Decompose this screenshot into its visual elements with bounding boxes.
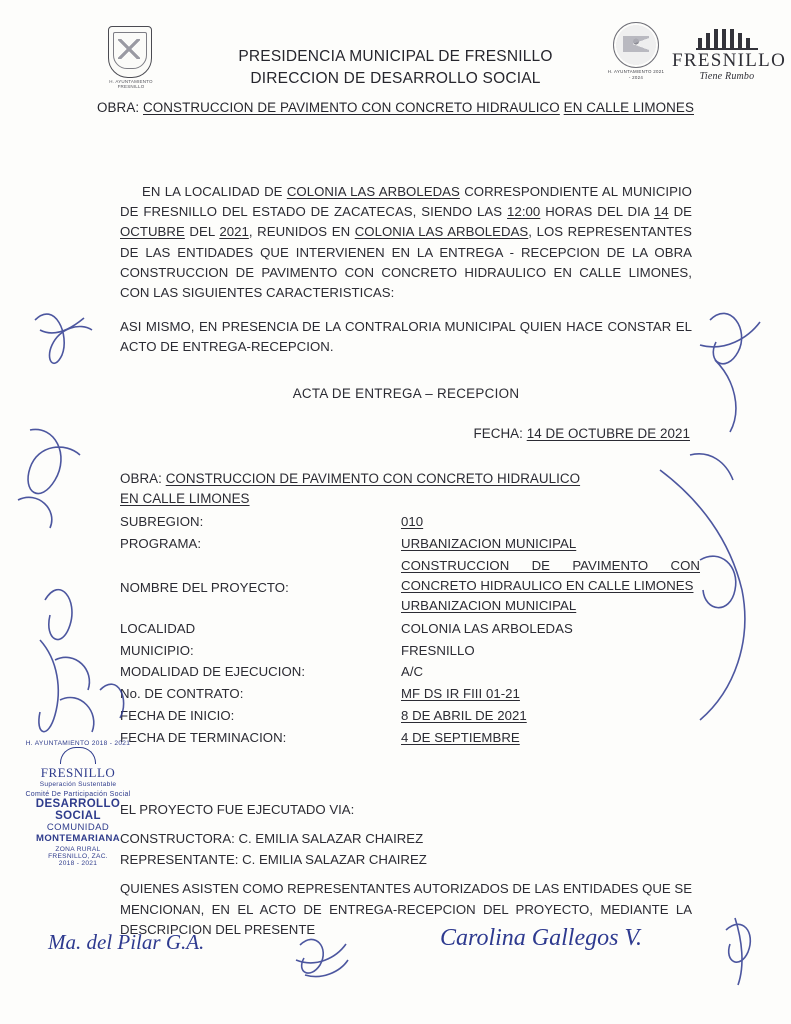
obra-label: OBRA: — [120, 470, 162, 486]
intro-text-f: , REUNIDOS EN — [248, 224, 351, 240]
intro-hora: 12:00 — [507, 204, 541, 220]
field-label-nombre-proyecto: NOMBRE DEL PROYECTO: — [120, 579, 289, 595]
field-label-modalidad: MODALIDAD DE EJECUCION: — [120, 664, 306, 680]
stamp-top-text: H. AYUNTAMIENTO 2018 - 2021 — [25, 740, 131, 747]
constructora-line: CONSTRUCTORA: C. EMILIA SALAZAR CHAIREZ — [120, 831, 424, 847]
obra-value-line2: EN CALLE LIMONES — [120, 491, 250, 507]
stamp-title: DESARROLLO SOCIAL — [35, 798, 121, 822]
stamp-line1: Comité De Participación Social — [25, 791, 131, 798]
municipal-crest-caption: H. AYUNTAMIENTO FRESNILLO — [109, 79, 153, 89]
acta-title: ACTA DE ENTREGA – RECEPCION — [292, 385, 520, 401]
field-label-fecha-terminacion: FECHA DE TERMINACION: — [120, 729, 287, 745]
intro-text-a: EN LA LOCALIDAD DE — [142, 184, 283, 199]
field-value-programa: URBANIZACION MUNICIPAL — [401, 535, 577, 551]
paragraph-contraloria: ASI MISMO, EN PRESENCIA DE LA CONTRALORIA MUNICIPAL QUIEN HACE CONSTAR EL ACTO DE ENTREGA-RECEPCION. — [120, 319, 692, 355]
signature-name-right: Carolina Gallegos V. — [440, 925, 643, 951]
field-value-municipio: FRESNILLO — [401, 642, 475, 658]
field-value-modalidad: A/C — [401, 664, 424, 680]
representante-line: REPRESENTANTE: C. EMILIA SALAZAR CHAIREZ — [120, 851, 427, 867]
fecha-value: 14 DE OCTUBRE DE 2021 — [526, 426, 690, 441]
intro-localidad: COLONIA LAS ARBOLEDAS — [286, 184, 460, 199]
field-label-localidad: LOCALIDAD — [120, 620, 196, 636]
intro-text-d: DE — [673, 204, 692, 220]
field-value-contrato: MF DS IR FIII 01-21 — [401, 686, 520, 702]
field-label-municipio: MUNICIPIO: — [120, 642, 194, 658]
intro-dia: 14 — [653, 204, 669, 220]
ejecutado-via-line: EL PROYECTO FUE EJECUTADO VIA: — [120, 802, 355, 817]
page-title-line2: DIRECCION DE DESARROLLO SOCIAL — [250, 70, 541, 88]
field-value-nombre-proyecto-extra: URBANIZACION MUNICIPAL — [401, 597, 577, 613]
intro-text-e: DEL — [189, 224, 215, 240]
intro-text-b: CORRESPONDIENTE AL MUNICIPIO DE FRESNILLO DEL ESTADO DE ZACATECAS, SIENDO LAS — [120, 184, 692, 220]
brand-tagline: Tiene Rumbo — [699, 71, 755, 82]
field-label-subregion: SUBREGION: — [120, 514, 204, 529]
stamp-line3: MONTEMARIANA — [36, 833, 120, 844]
page-title-line1: PRESIDENCIA MUNICIPAL DE FRESNILLO — [238, 48, 553, 65]
national-emblem-caption: H. AYUNTAMIENTO 2021 - 2024 — [607, 69, 665, 80]
field-label-contrato: No. DE CONTRATO: — [120, 686, 244, 702]
stamp-subname: Superación Sustentable — [39, 781, 117, 788]
stamp-line5: FRESNILLO, ZAC. — [48, 853, 108, 860]
header-obra-value-line1: CONSTRUCCION DE PAVIMENTO CON CONCRETO HIDRAULICO — [143, 99, 560, 115]
signature-name-left: Ma. del Pilar G.A. — [48, 930, 205, 954]
brand-name: FRESNILLO — [672, 50, 787, 71]
stamp-line2: COMUNIDAD — [46, 822, 110, 833]
closing-paragraph: QUIENES ASISTEN COMO REPRESENTANTES AUTORIZADOS DE LAS ENTIDADES QUE SE MENCIONAN, EN EL ACTO DE ENTREGA-RECEPCION DEL PROYECTO, MEDIANTE LA DESCRIPCION DEL PRESENTE — [120, 881, 692, 938]
intro-text-c: HORAS DEL DIA — [545, 204, 649, 220]
field-label-fecha-inicio: FECHA DE INICIO: — [120, 707, 235, 723]
fecha-label: FECHA: — [473, 426, 523, 441]
field-label-programa: PROGRAMA: — [120, 535, 202, 551]
obra-value-line1: CONSTRUCCION DE PAVIMENTO CON CONCRETO HIDRAULICO — [165, 470, 581, 486]
header-obra-label: OBRA: — [97, 99, 140, 115]
field-value-fecha-inicio: 8 DE ABRIL DE 2021 — [401, 707, 527, 723]
stamp-name: FRESNILLO — [40, 765, 116, 780]
intro-mes: OCTUBRE — [120, 224, 185, 240]
field-value-subregion: 010 — [401, 514, 424, 529]
stamp-line4: ZONA RURAL — [55, 846, 101, 853]
intro-text-g: , LOS REPRESENTANTES DE LAS ENTIDADES QUE INTERVIENEN EN LA ENTREGA - RECEPCION DE LA OBRA CONSTRUCCION DE PAVIMENTO CON CONCRETO HIDRAULICO EN CALLE LIMONES, CON LAS SIGUIENTES CARACTERISTICAS: — [120, 224, 692, 300]
header-obra-value-line2: EN CALLE LIMONES — [563, 99, 694, 115]
intro-anio: 2021 — [219, 224, 249, 240]
stamp-line6: 2018 - 2021 — [58, 860, 98, 867]
field-value-fecha-terminacion: 4 DE SEPTIEMBRE — [401, 729, 520, 745]
intro-lugar: COLONIA LAS ARBOLEDAS — [354, 224, 529, 240]
field-value-nombre-proyecto: CONSTRUCCION DE PAVIMENTO CON CONCRETO HIDRAULICO EN CALLE LIMONES — [401, 557, 700, 593]
field-value-localidad: COLONIA LAS ARBOLEDAS — [401, 620, 573, 636]
